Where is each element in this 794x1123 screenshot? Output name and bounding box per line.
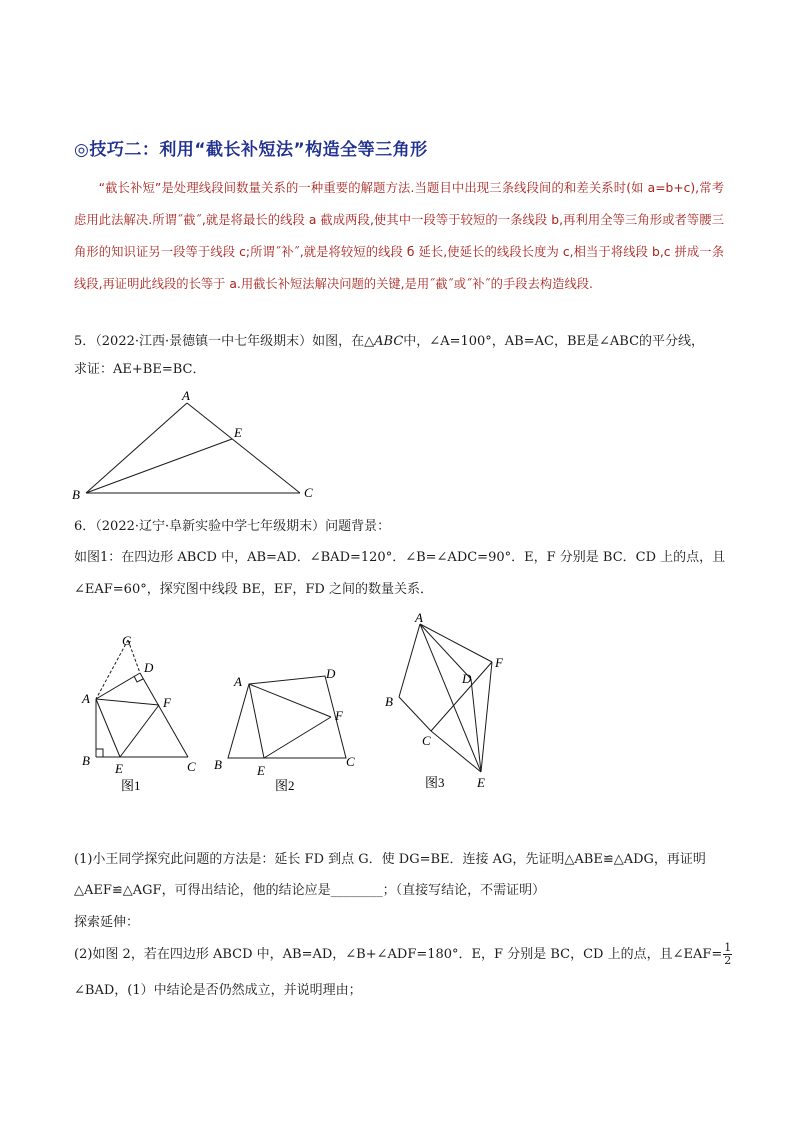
section-heading: ◎技巧二：利用“截长补短法”构造全等三角形 <box>74 140 428 160</box>
fig1-label-e: E <box>115 761 123 776</box>
problem-6-header <box>74 513 390 540</box>
segment-be <box>86 439 232 493</box>
problem-5-number: 5． <box>74 334 96 349</box>
fraction-numerator: 1 <box>724 941 732 954</box>
fig3-label-e: E <box>477 775 485 790</box>
fraction-half <box>723 942 732 967</box>
figure-1 <box>70 625 215 800</box>
part-1-line-1: (1)小王同学探究此问题的方法是：延长 FD 到点 G．使 DG=BE．连接 AG，先证明△ABE≌△ADG，再证明 <box>74 852 706 867</box>
figure-2 <box>205 665 365 800</box>
fig2-label-c: C <box>346 754 355 769</box>
intro-paragraph: “截长补短”是处理线段间数量关系的一种重要的解题方法.当题目中出现三条线段间的和差关系时(如 a=b+c),常考虑用此法解决.所谓˝截˝,就是将最长的线段 a 截成两段,使其中一段等于较短的一条线段 b,再利用全等三角形或者等腰三角形的知识证另一段等于线段 c;所谓˝补˝,就是将较短的线段 б 延长,使延长的线段长度为 c,相当于将线段 b,c 拼成一条线段,再证明此线段的长等于 a.用截长补短法解决问题的关键,是用˝截˝或˝补˝的手段去构造线段. <box>74 181 724 291</box>
fig2-label-f: F <box>335 708 343 723</box>
fig1-caption: 图1 <box>121 778 141 793</box>
segment-ac <box>187 403 300 493</box>
figure-3 <box>375 605 525 800</box>
problem-6-source: （2022·辽宁·阜新实验中学七年级期末） <box>95 519 326 534</box>
fig2-label-b: B <box>214 757 222 772</box>
problem-5-prove: 求证：AE+BE=BC． <box>74 362 206 377</box>
fig3-label-c: C <box>422 733 431 748</box>
problem-6-number: 6． <box>74 519 96 534</box>
problem-6-line-1: 如图1：在四边形 ABCD 中，AB=AD．∠BAD=120°．∠B=∠ADC=90°．E，F 分别是 BC．CD 上的点，且 <box>74 550 726 565</box>
part-2-text: (2)如图 2，若在四边形 ABCD 中，AB=AD，∠B+∠ADF=180°．E，F 分别是 BC，CD 上的点，且∠EAF= <box>74 947 723 962</box>
fig1-label-b: B <box>82 753 90 768</box>
problem-5-stem <box>74 328 734 355</box>
fig1-label-f: F <box>163 695 171 710</box>
label-c: C <box>304 485 313 500</box>
problem-5-stem-pre: 如图，在△ <box>312 334 375 349</box>
problem-5-figure <box>60 385 330 505</box>
part-2-line-2: ∠BAD，(1）中结论是否仍然成立，并说明理由； <box>74 983 362 998</box>
part-2-line-1 <box>74 941 754 968</box>
fig1-label-c: C <box>187 759 196 774</box>
problem-6-line-2: ∠EAF=60°，探究图中线段 BE，EF，FD 之间的数量关系． <box>74 582 433 597</box>
fig1-label-d: D <box>144 660 154 675</box>
fig3-label-d: D <box>462 671 472 686</box>
label-e: E <box>234 425 242 440</box>
problem-5-source: （2022·江西·景德镇一中七年级期末） <box>95 334 313 349</box>
fig3-caption: 图3 <box>425 775 445 790</box>
label-b: B <box>72 487 80 502</box>
problem-5-stem-mid: 中，∠ <box>403 334 441 349</box>
fig3-label-a: A <box>415 610 423 625</box>
fig3-label-f: F <box>495 655 503 670</box>
fig1-label-g: G <box>122 633 132 648</box>
fig2-label-a: A <box>234 674 242 689</box>
segment-ab <box>86 403 187 493</box>
fraction-denominator: 2 <box>724 954 732 967</box>
problem-5-triangle: ABC <box>374 334 404 349</box>
fig3-label-b: B <box>385 694 393 709</box>
problem-5-stem-rest: A=100°，AB=AC，BE是∠ABC的平分线， <box>440 334 705 349</box>
fig1-label-a: A <box>82 691 90 706</box>
explore-heading: 探索延伸： <box>74 915 140 930</box>
fig2-label-d: D <box>326 666 336 681</box>
fig2-caption: 图2 <box>275 778 295 793</box>
problem-6-intro: 问题背景： <box>325 519 391 534</box>
label-a: A <box>182 388 190 403</box>
fig2-label-e: E <box>257 763 265 778</box>
section-intro <box>74 172 724 300</box>
part-1-line-2: △AEF≌△AGF，可得出结论，他的结论应是________；（直接写结论，不需证明） <box>74 883 546 898</box>
